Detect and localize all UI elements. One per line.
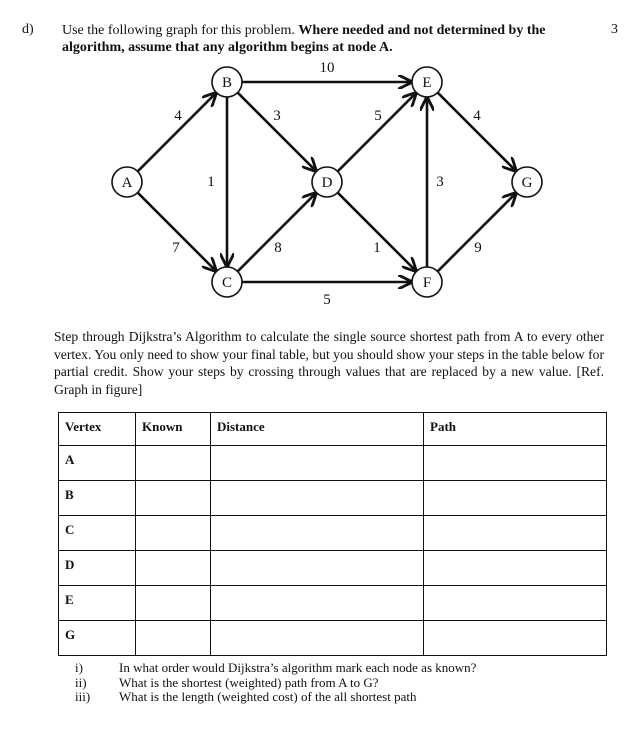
edge-weight-b-d: 3 bbox=[273, 108, 281, 124]
known-cell[interactable] bbox=[136, 516, 211, 551]
distance-cell[interactable] bbox=[211, 621, 424, 656]
dijkstra-table bbox=[58, 412, 607, 656]
nodes-layer bbox=[112, 67, 542, 297]
header-distance: Distance bbox=[211, 413, 424, 446]
vertex-cell: E bbox=[59, 586, 136, 621]
edge-a-c bbox=[138, 193, 216, 271]
path-cell[interactable] bbox=[424, 551, 607, 586]
vertex-cell: B bbox=[59, 481, 136, 516]
followup-item bbox=[75, 676, 476, 691]
path-cell[interactable] bbox=[424, 446, 607, 481]
table-header-row bbox=[59, 413, 607, 446]
vertex-cell: D bbox=[59, 551, 136, 586]
path-cell[interactable] bbox=[424, 621, 607, 656]
table-row bbox=[59, 446, 607, 481]
edge-weight-d-f: 1 bbox=[373, 240, 381, 256]
node-label: D bbox=[321, 175, 333, 191]
known-cell[interactable] bbox=[136, 446, 211, 481]
vertex-cell: A bbox=[59, 446, 136, 481]
directed-graph bbox=[0, 0, 643, 320]
followup-questions bbox=[75, 661, 476, 705]
node-label: F bbox=[422, 275, 432, 291]
node-a bbox=[112, 167, 142, 197]
edge-weight-a-c: 7 bbox=[172, 240, 180, 256]
followup-text: What is the length (weighted cost) of the all shortest path bbox=[119, 689, 417, 704]
table-row bbox=[59, 551, 607, 586]
header-known: Known bbox=[136, 413, 211, 446]
followup-number: i) bbox=[75, 660, 83, 675]
edge-c-d bbox=[238, 193, 316, 271]
table-row bbox=[59, 481, 607, 516]
edge-d-f bbox=[338, 193, 416, 271]
vertex-cell: C bbox=[59, 516, 136, 551]
node-f bbox=[412, 267, 442, 297]
node-c bbox=[212, 267, 242, 297]
edge-weight-b-c: 1 bbox=[207, 174, 215, 190]
distance-cell[interactable] bbox=[211, 446, 424, 481]
node-label: C bbox=[221, 275, 233, 291]
edge-weight-e-g: 4 bbox=[473, 108, 481, 124]
instructions-text: Step through Dijkstra’s Algorithm to calculate the single source shortest path from A to every other vertex. You only need to show your final table, but you should show your steps in the table below for partial credit. Show your steps by crossing through values that are replaced by a new value. [Ref. Graph in figure] bbox=[54, 329, 604, 397]
path-cell[interactable] bbox=[424, 481, 607, 516]
node-label: A bbox=[121, 175, 133, 191]
edge-weight-f-g: 9 bbox=[474, 240, 482, 256]
node-label: G bbox=[521, 175, 533, 191]
distance-cell[interactable] bbox=[211, 481, 424, 516]
edge-weight-c-f: 5 bbox=[323, 292, 331, 308]
node-g bbox=[512, 167, 542, 197]
distance-cell[interactable] bbox=[211, 516, 424, 551]
distance-cell[interactable] bbox=[211, 586, 424, 621]
followup-text: In what order would Dijkstra’s algorithm mark each node as known? bbox=[119, 660, 477, 675]
edge-weight-a-b: 4 bbox=[174, 108, 182, 124]
known-cell[interactable] bbox=[136, 481, 211, 516]
edge-a-b bbox=[138, 93, 216, 171]
header-vertex: Vertex bbox=[59, 413, 136, 446]
table-row bbox=[59, 621, 607, 656]
followup-item bbox=[75, 690, 476, 705]
path-cell[interactable] bbox=[424, 516, 607, 551]
followup-text: What is the shortest (weighted) path from A to G? bbox=[119, 674, 379, 690]
known-cell[interactable] bbox=[136, 551, 211, 586]
intro-bold-text: Where needed and not determined by the algorithm, assume that any algorithm begins at node A. bbox=[62, 23, 546, 55]
path-cell[interactable] bbox=[424, 586, 607, 621]
edge-b-d bbox=[238, 93, 316, 171]
node-b bbox=[212, 67, 242, 97]
node-d bbox=[312, 167, 342, 197]
known-cell[interactable] bbox=[136, 586, 211, 621]
known-cell[interactable] bbox=[136, 621, 211, 656]
edge-f-g bbox=[438, 193, 516, 271]
edge-weight-d-e: 5 bbox=[374, 108, 382, 124]
node-label: E bbox=[422, 75, 432, 91]
edge-e-g bbox=[438, 93, 516, 171]
followup-item bbox=[75, 661, 476, 676]
question-points: 3 bbox=[611, 22, 618, 37]
node-label: B bbox=[221, 75, 233, 91]
edge-weight-c-d: 8 bbox=[274, 240, 282, 256]
edge-weight-f-e: 3 bbox=[436, 174, 444, 190]
header-path: Path bbox=[424, 413, 607, 446]
followup-number: iii) bbox=[75, 689, 91, 704]
question-label: d) bbox=[22, 22, 34, 37]
distance-cell[interactable] bbox=[211, 551, 424, 586]
edge-d-e bbox=[338, 93, 416, 171]
edge-weight-b-e: 10 bbox=[319, 60, 335, 76]
intro-plain-text: Use the following graph for this problem. bbox=[62, 23, 295, 38]
vertex-cell: G bbox=[59, 621, 136, 656]
table-row bbox=[59, 586, 607, 621]
table-row bbox=[59, 516, 607, 551]
followup-number: ii) bbox=[75, 674, 87, 690]
node-e bbox=[412, 67, 442, 97]
